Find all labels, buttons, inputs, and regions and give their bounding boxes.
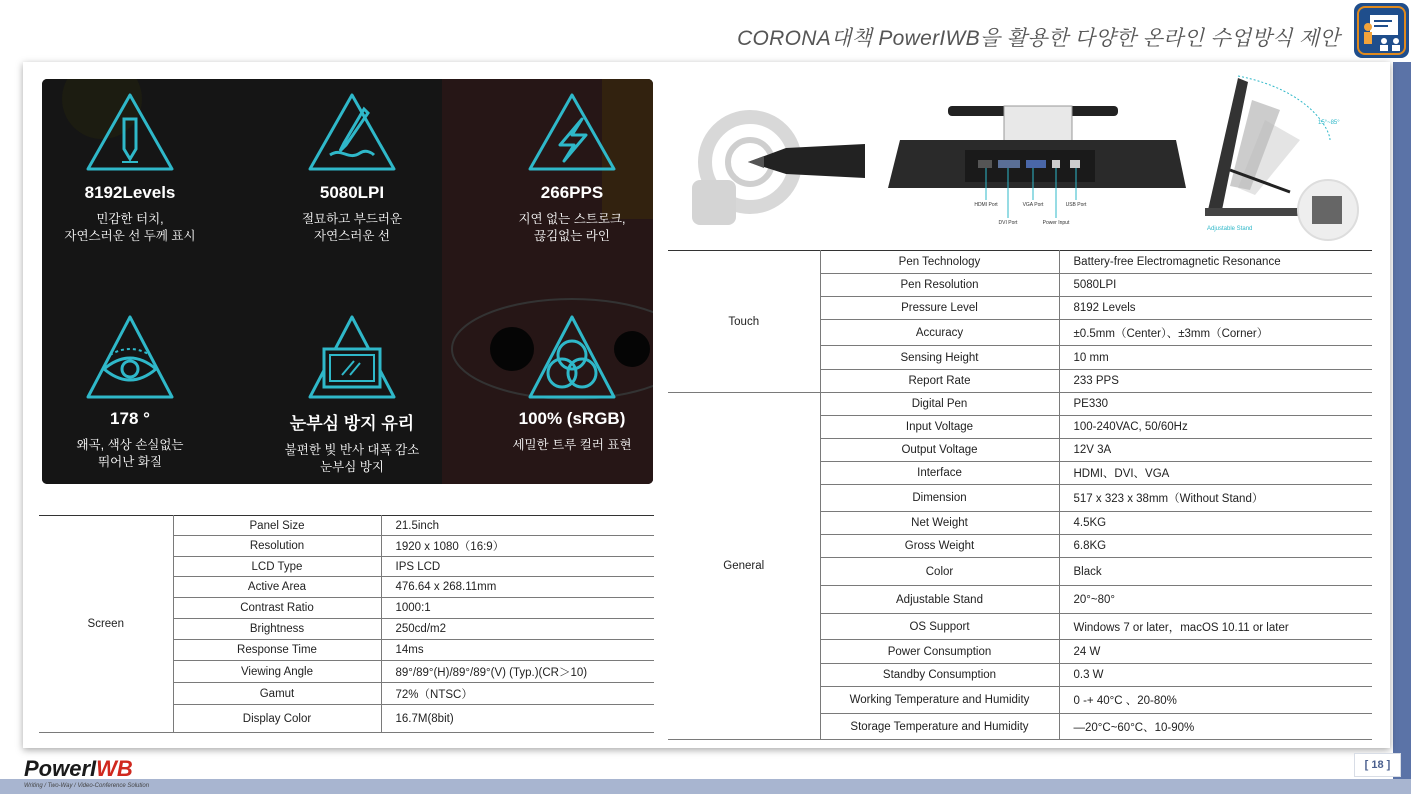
spec-label: Active Area [173, 577, 381, 598]
spec-label: Input Voltage [820, 416, 1059, 439]
spec-label: Sensing Height [820, 346, 1059, 370]
spec-label: Pen Resolution [820, 274, 1059, 297]
pen-icon [80, 89, 180, 177]
spec-value: ±0.5mm（Center）、±3mm（Corner） [1059, 320, 1372, 346]
spec-label: Panel Size [173, 516, 381, 536]
spec-value: 233 PPS [1059, 370, 1372, 393]
feature-value: 8192Levels [84, 183, 176, 202]
spec-row [668, 393, 1372, 416]
feature-desc: 불편한 빛 반사 대폭 감소 눈부심 방지 [284, 443, 420, 474]
spec-label: Pressure Level [820, 297, 1059, 320]
glass-screen-icon [302, 311, 402, 403]
feature-desc: 왜곡, 색상 손실없는 뛰어난 화질 [76, 438, 184, 469]
spec-group-label: Screen [39, 516, 173, 733]
spec-label: Working Temperature and Humidity [820, 687, 1059, 714]
spec-value: —20°C~60°C、10-90% [1059, 714, 1372, 740]
spec-label: Brightness [173, 619, 381, 640]
spec-label: Output Voltage [820, 439, 1059, 462]
spec-value: 0.3 W [1059, 664, 1372, 687]
spec-value: 10 mm [1059, 346, 1372, 370]
spec-value: 14ms [381, 640, 654, 661]
spec-label: Interface [820, 462, 1059, 485]
port-label: DVI Port [998, 220, 1018, 226]
monitor-back-image [888, 106, 1186, 226]
device-spec-table [668, 250, 1372, 740]
spec-value: 4.5KG [1059, 512, 1372, 535]
spec-value: 8192 Levels [1059, 297, 1372, 320]
spec-value: 6.8KG [1059, 535, 1372, 558]
brand-tagline: Writing / Two-Way / Video-Conference Solution [24, 783, 150, 789]
feature-value: 눈부심 방지 유리 [289, 414, 415, 433]
spec-value: 100-240VAC, 50/60Hz [1059, 416, 1372, 439]
right-decoration-strip [1393, 62, 1411, 780]
bottom-bar [0, 779, 1411, 794]
product-images [690, 70, 1390, 245]
feature-color-gamut [472, 311, 653, 454]
spec-group-label: Touch [668, 251, 820, 393]
feature-anti-glare [252, 311, 452, 476]
feature-value: 100% (sRGB) [518, 409, 626, 428]
spec-value: Windows 7 or later，macOS 10.11 or later [1059, 614, 1372, 640]
angle-label: 15°~85° [1318, 120, 1340, 126]
spec-label: Display Color [173, 705, 381, 733]
spec-label: OS Support [820, 614, 1059, 640]
spec-label: Net Weight [820, 512, 1059, 535]
spec-label: Gamut [173, 683, 381, 705]
logo-main: PowerI [24, 756, 97, 781]
logo-accent: WB [96, 756, 133, 781]
brand-logo [24, 756, 133, 782]
lightning-icon [522, 89, 622, 177]
spec-value: 1920 x 1080（16:9） [381, 536, 654, 557]
feature-report-rate [472, 89, 653, 245]
spec-label: Contrast Ratio [173, 598, 381, 619]
spec-value: 1000:1 [381, 598, 654, 619]
spec-label: Accuracy [820, 320, 1059, 346]
feature-pressure [42, 89, 230, 245]
spec-value: IPS LCD [381, 557, 654, 577]
spec-label: LCD Type [173, 557, 381, 577]
spec-value: 476.64 x 268.11mm [381, 577, 654, 598]
spec-value: 20°~80° [1059, 586, 1372, 614]
presentation-board-icon [1354, 3, 1409, 58]
feature-desc: 세밀한 트루 컬러 표현 [512, 438, 632, 452]
spec-value: 16.7M(8bit) [381, 705, 654, 733]
spec-value: Black [1059, 558, 1372, 586]
spec-label: Pen Technology [820, 251, 1059, 274]
stand-label: Adjustable Stand [1207, 226, 1253, 232]
spec-value: 21.5inch [381, 516, 654, 536]
spec-value: 89°/89°(H)/89°/89°(V) (Typ.)(CR＞10) [381, 661, 654, 683]
eye-icon [80, 311, 180, 403]
spec-value: 5080LPI [1059, 274, 1372, 297]
feature-desc: 절묘하고 부드러운 자연스러운 선 [301, 212, 403, 243]
feature-desc: 지연 없는 스트로크, 끊김없는 라인 [518, 212, 626, 243]
pen-writing-icon [302, 89, 402, 177]
spec-value: 72%（NTSC） [381, 683, 654, 705]
spec-label: Resolution [173, 536, 381, 557]
feature-resolution [252, 89, 452, 245]
spec-row [39, 516, 654, 536]
spec-value: 250cd/m2 [381, 619, 654, 640]
feature-value: 266PPS [540, 183, 604, 202]
page-title: CORONA대책 PowerIWB을 활용한 다양한 온라인 수업방식 제안 [737, 27, 1340, 50]
spec-label: Adjustable Stand [820, 586, 1059, 614]
feature-desc: 민감한 터치, 자연스러운 선 두께 표시 [64, 212, 196, 243]
pen-closeup-image [692, 117, 865, 225]
spec-row [668, 251, 1372, 274]
spec-label: Digital Pen [820, 393, 1059, 416]
port-label: HDMI Port [974, 202, 998, 208]
feature-value: 178 ° [110, 409, 150, 428]
spec-label: Response Time [173, 640, 381, 661]
spec-label: Power Consumption [820, 640, 1059, 664]
adjustable-stand-image [1205, 76, 1358, 240]
spec-value: HDMI、DVI、VGA [1059, 462, 1372, 485]
spec-value: 517 x 323 x 38mm（Without Stand） [1059, 485, 1372, 512]
screen-spec-table [39, 515, 654, 733]
spec-value: Battery-free Electromagnetic Resonance [1059, 251, 1372, 274]
spec-value: 24 W [1059, 640, 1372, 664]
feature-panel [42, 79, 653, 484]
port-label: VGA Port [1022, 202, 1044, 208]
spec-value: PE330 [1059, 393, 1372, 416]
port-label: Power Input [1042, 220, 1070, 226]
feature-value: 5080LPI [319, 183, 385, 202]
spec-label: Gross Weight [820, 535, 1059, 558]
spec-value: 12V 3A [1059, 439, 1372, 462]
feature-viewing-angle [42, 311, 230, 471]
port-label: USB Port [1065, 202, 1087, 208]
spec-label: Dimension [820, 485, 1059, 512]
spec-group-label: General [668, 393, 820, 740]
rgb-circles-icon [522, 311, 622, 403]
spec-label: Report Rate [820, 370, 1059, 393]
spec-label: Standby Consumption [820, 664, 1059, 687]
spec-label: Viewing Angle [173, 661, 381, 683]
page-number: [ 18 ] [1354, 753, 1401, 777]
spec-label: Storage Temperature and Humidity [820, 714, 1059, 740]
spec-label: Color [820, 558, 1059, 586]
spec-value: 0 -+ 40°C 、20-80% [1059, 687, 1372, 714]
